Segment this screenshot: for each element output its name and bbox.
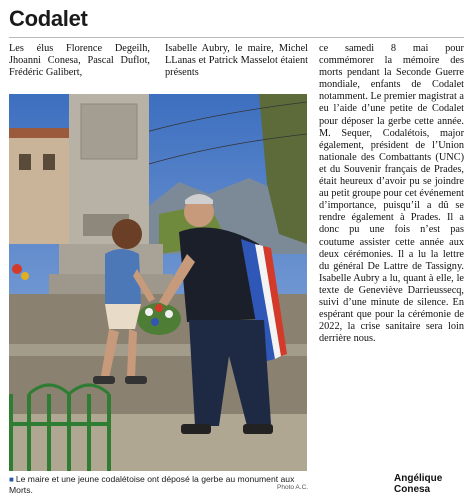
newspaper-article	[9, 6, 464, 498]
lead-column-2: Isabelle Aubry, le maire, Michel LLanas et Patrick Masselot étaient présents	[165, 43, 308, 79]
photo-credit: Photo A.C.	[277, 484, 309, 491]
article-photo	[9, 94, 307, 471]
caption-text: Le maire et une jeune codalétoise ont déposé la gerbe au monument aux Morts.	[9, 474, 295, 495]
photo-caption	[9, 474, 307, 495]
caption-bullet: ■	[9, 475, 14, 484]
author-signature: Angélique Conesa	[394, 473, 443, 495]
headline-rule	[9, 37, 464, 38]
photo-illustration	[9, 94, 307, 471]
article-headline: Codalet	[9, 6, 88, 31]
lead-column-1: Les élus Florence Degeilh, Jhoanni Conesa, Pascal Duflot, Frédéric Galibert,	[9, 43, 150, 79]
body-column: ce samedi 8 mai pour commémorer la mémoire des morts pendant la Seconde Guerre mondiale, enfants de Codalet notamment. Le premier magistrat a eu l’aide d’une petite de Codalet pour déposer la gerbe cette année. M. Sequer, Codalétois, major également, président de l’Union nationale des Combattants (UNC) et du Souvenir français de Prades, était heureux d’avoir pu se joindre au petit groupe pour cet événement d’importance, puisqu’il a dû se rendre également à Prades. Il a donc pu une fois n’est pas coutume assister cette année aux deux cérémonies. Il a lu la lettre du général De Lattre de Tassigny. Isabelle Aubry a lu, quant à elle, le texte de Geneviève Darrieussecq, suivi d’une minute de silence. En espérant que pour la cérémonie de 2022, la crise sanitaire sera loin derrière nous.	[319, 43, 464, 345]
